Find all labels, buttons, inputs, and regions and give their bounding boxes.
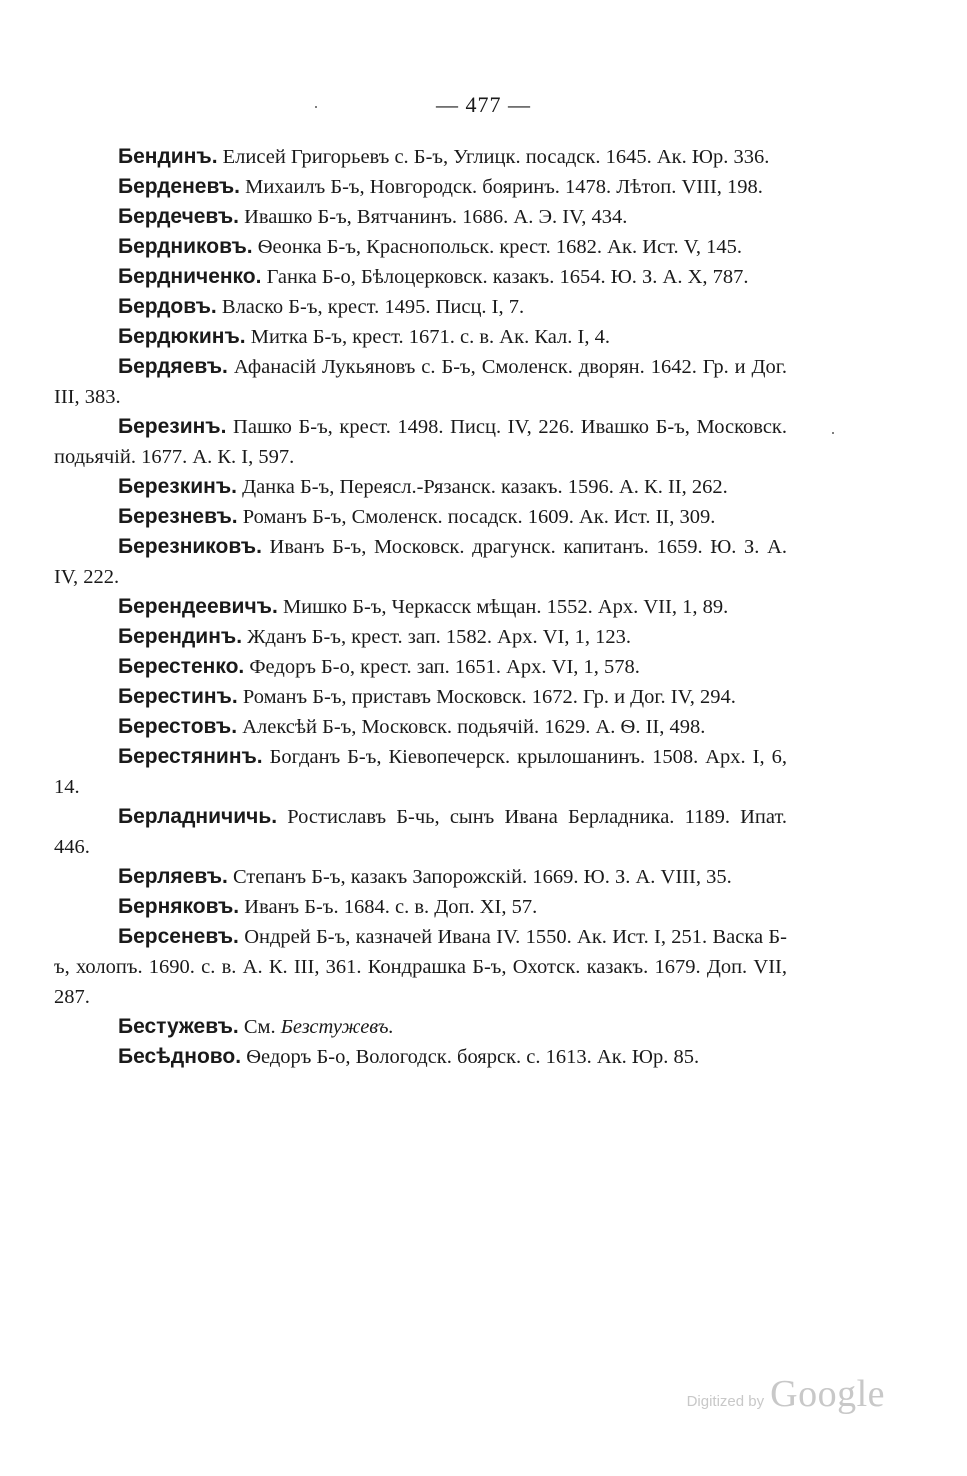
entry-headword: Бердниковъ. — [118, 235, 253, 258]
entry-headword: Берестенко. — [118, 655, 245, 678]
entry-headword: Берестовъ. — [118, 715, 238, 738]
entry-text: Ганка Б-о, Бѣлоцерковск. казакъ. 1654. Ю. З. А. X, 787. — [266, 266, 749, 288]
entry-headword: Бесѣдново. — [118, 1045, 242, 1068]
entry-headword: Бердечевъ. — [118, 205, 239, 228]
dictionary-entry — [54, 1042, 787, 1072]
entry-headword: Берестинъ. — [118, 685, 238, 708]
digitized-watermark — [687, 1372, 885, 1416]
dictionary-entry — [54, 322, 787, 352]
google-logo: Google — [770, 1373, 885, 1415]
entry-text: Власко Б-ъ, крест. 1495. Писц. I, 7. — [221, 296, 525, 318]
entry-headword: Берсеневъ. — [118, 925, 239, 948]
entry-headword: Бердяевъ. — [118, 355, 228, 378]
entry-text: Иванъ Б-ъ, Московск. драгунск. капитанъ. 1659. Ю. З. А. IV, 222. — [54, 536, 787, 588]
entry-headword: Берляевъ. — [118, 865, 228, 888]
entry-headword: Бердюкинъ. — [118, 325, 246, 348]
dictionary-entry — [54, 202, 787, 232]
entry-headword: Бердниченко. — [118, 265, 262, 288]
entry-headword: Берендеевичъ. — [118, 595, 278, 618]
watermark-prefix: Digitized by — [686, 1393, 765, 1410]
entry-text: Елисей Григорьевъ с. Б-ъ, Углицк. посадск. 1645. Ак. Юр. 336. — [222, 146, 770, 168]
entry-text: Михаилъ Б-ъ, Новгородск. бояринъ. 1478. Лѣтоп. VIII, 198. — [245, 176, 763, 198]
entry-text: Степанъ Б-ъ, казакъ Запорожскій. 1669. Ю. З. А. VIII, 35. — [233, 866, 732, 888]
entry-text: Богданъ Б-ъ, Кіевопечерск. крылошанинъ. 1508. Арх. I, 6, 14. — [54, 746, 787, 798]
entry-headword: Берденевъ. — [118, 175, 240, 198]
scan-speck — [315, 106, 317, 108]
dictionary-entry — [54, 712, 787, 742]
entry-headword: Берняковъ. — [118, 895, 240, 918]
dictionary-entry — [54, 352, 787, 412]
dictionary-entry — [54, 892, 787, 922]
entry-headword: Березниковъ. — [118, 535, 262, 558]
dictionary-entry — [54, 652, 787, 682]
entry-headword: Березневъ. — [118, 505, 238, 528]
entry-headword: Берендинъ. — [118, 625, 243, 648]
entry-text: Романъ Б-ъ, Смоленск. посадск. 1609. Ак. Ист. II, 309. — [242, 506, 716, 528]
dictionary-entry — [54, 742, 787, 802]
dictionary-entry — [54, 592, 787, 622]
dictionary-entry — [54, 172, 787, 202]
dictionary-entry — [54, 142, 787, 172]
entry-headword: Березинъ. — [118, 415, 227, 438]
entry-text: Ростиславъ Б-чь, сынъ Ивана Берладника. 1189. Ипат. 446. — [54, 806, 787, 858]
dictionary-entry — [54, 1012, 787, 1042]
dictionary-entry — [54, 922, 787, 1012]
entry-text: Ѳедоръ Б-о, Вологодск. боярск. с. 1613. Ак. Юр. 85. — [246, 1046, 700, 1068]
entry-cross-reference: Безстужевъ. — [280, 1016, 394, 1038]
entry-text: Иванъ Б-ъ. 1684. с. в. Доп. XI, 57. — [244, 896, 538, 918]
dictionary-entry — [54, 262, 787, 292]
entry-text: См. — [243, 1016, 276, 1038]
entry-text: Ивашко Б-ъ, Вятчанинъ. 1686. А. Э. IV, 434. — [244, 206, 628, 228]
entry-text: Ѳеонка Б-ъ, Краснопольск. крест. 1682. Ак. Ист. V, 145. — [257, 236, 743, 258]
scan-speck — [832, 432, 834, 434]
dictionary-entry — [54, 622, 787, 652]
entry-text: Мишко Б-ъ, Черкасск мѣщан. 1552. Арх. VII, 1, 89. — [282, 596, 729, 618]
entry-headword: Берладничичь. — [118, 805, 278, 828]
entry-text: Алексѣй Б-ъ, Московск. подьячій. 1629. А. Ѳ. II, 498. — [242, 716, 706, 738]
page-number: — 477 — — [436, 92, 531, 117]
entry-headword: Бендинъ. — [118, 145, 218, 168]
dictionary-entry — [54, 682, 787, 712]
entry-headword: Березкинъ. — [118, 475, 237, 498]
entry-headword: Бердовъ. — [118, 295, 217, 318]
entry-headword: Бестужевъ. — [118, 1015, 239, 1038]
entry-text: Ондрей Б-ъ, казначей Ивана IV. 1550. Ак. Ист. I, 251. Васка Б-ъ, холопъ. 1690. с. в. А. К. III, 361. Кондрашка Б-ъ, Охотск. казакъ. 1679. Доп. VII, 287. — [54, 926, 788, 1008]
entry-headword: Берестянинъ. — [118, 745, 263, 768]
dictionary-entries — [54, 142, 787, 1072]
entry-text: Данка Б-ъ, Переясл.-Рязанск. казакъ. 1596. А. К. II, 262. — [242, 476, 728, 498]
dictionary-entry — [54, 472, 787, 502]
dictionary-entry — [54, 862, 787, 892]
entry-text: Митка Б-ъ, крест. 1671. с. в. Ак. Кал. I, 4. — [250, 326, 610, 348]
dictionary-entry — [54, 232, 787, 262]
entry-text: Афанасій Лукьяновъ с. Б-ъ, Смоленск. дворян. 1642. Гр. и Дог. III, 383. — [54, 356, 787, 408]
entry-text: Федоръ Б-о, крест. зап. 1651. Арх. VI, 1, 578. — [249, 656, 640, 678]
dictionary-entry — [54, 802, 787, 862]
entry-text: Жданъ Б-ъ, крест. зап. 1582. Арх. VI, 1, 123. — [247, 626, 631, 648]
entry-text: Пашко Б-ъ, крест. 1498. Писц. IV, 226. Ивашко Б-ъ, Московск. подьячій. 1677. А. К. I, 597. — [54, 416, 787, 468]
entry-text: Романъ Б-ъ, приставъ Московск. 1672. Гр. и Дог. IV, 294. — [242, 686, 736, 708]
dictionary-entry — [54, 412, 787, 472]
dictionary-entry — [54, 502, 787, 532]
dictionary-entry — [54, 292, 787, 322]
dictionary-entry — [54, 532, 787, 592]
